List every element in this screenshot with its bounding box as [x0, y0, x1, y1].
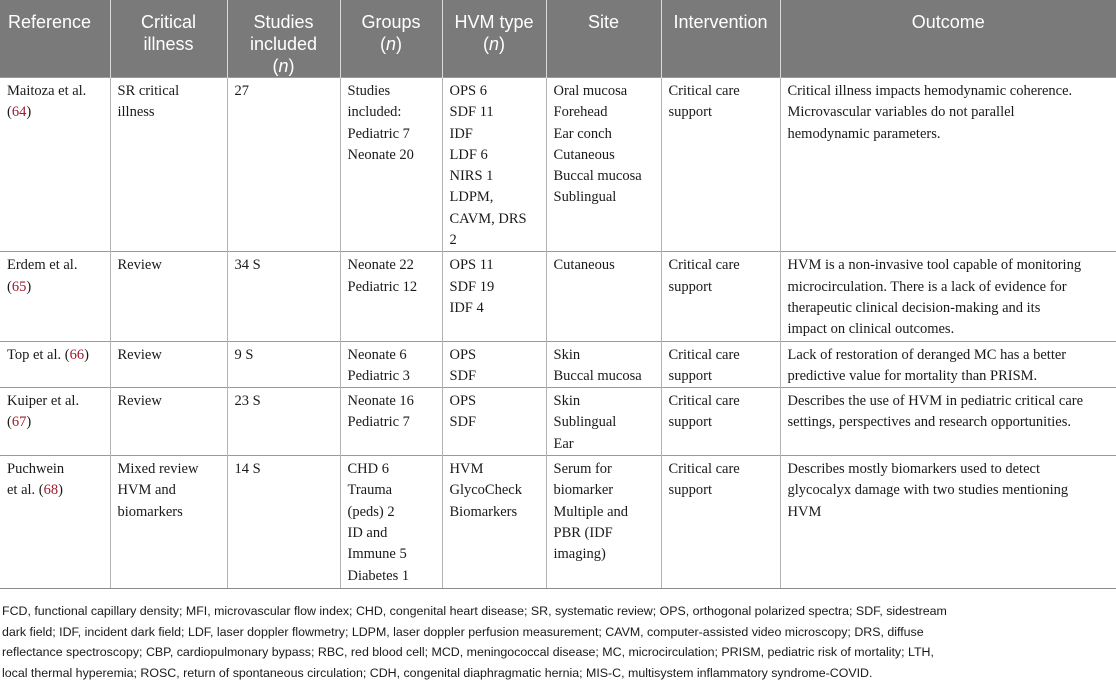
cell-critical-illness: Review — [110, 388, 227, 456]
cell-critical-illness: Review — [110, 341, 227, 388]
footnote-line: FCD, functional capillary density; MFI, microvascular flow index; CHD, congenital heart disease; SR, systematic review; OPS, orthogonal polarized spectra; SDF, sidestream — [2, 601, 1112, 622]
footnote-line: dark field; IDF, incident dark field; LDF, laser doppler flowmetry; LDPM, laser doppler perfusion measurement; CAVM, computer-assisted video microscopy; DRS, diffuse — [2, 622, 1112, 643]
table-footnote — [2, 601, 1112, 683]
table-row — [0, 252, 1116, 341]
cell-reference: Kuiper et al. (67) — [0, 388, 110, 456]
cell-site: Serum for biomarker Multiple and PBR (IDF imaging) — [546, 456, 661, 589]
table-row — [0, 456, 1116, 589]
header-outcome: Outcome — [780, 0, 1116, 78]
cell-studies: 14 S — [227, 456, 340, 589]
table-row — [0, 388, 1116, 456]
cell-intervention: Critical care support — [661, 388, 780, 456]
citation-link[interactable]: 67 — [12, 414, 27, 430]
cell-groups: Neonate 6 Pediatric 3 — [340, 341, 442, 388]
cell-critical-illness: Review — [110, 252, 227, 341]
cell-hvm-type: OPS 11 SDF 19 IDF 4 — [442, 252, 546, 341]
cell-critical-illness: Mixed review HVM and biomarkers — [110, 456, 227, 589]
cell-outcome: HVM is a non-invasive tool capable of monitoring microcirculation. There is a lack of evidence for therapeutic clinical decision-making and its impact on clinical outcomes. — [780, 252, 1116, 341]
cell-studies: 27 — [227, 78, 340, 252]
footnote-line: local thermal hyperemia; ROSC, return of spontaneous circulation; CDH, congenital diaphragmatic hernia; MIS-C, multisystem inflammatory syndrome-COVID. — [2, 663, 1112, 683]
cell-reference: Erdem et al. (65) — [0, 252, 110, 341]
citation-link[interactable]: 64 — [12, 104, 27, 120]
cell-outcome: Critical illness impacts hemodynamic coherence. Microvascular variables do not parallel hemodynamic parameters. — [780, 78, 1116, 252]
cell-hvm-type: HVM GlycoCheck Biomarkers — [442, 456, 546, 589]
cell-reference: Puchwein et al. (68) — [0, 456, 110, 589]
cell-groups: Studies included: Pediatric 7 Neonate 20 — [340, 78, 442, 252]
header-hvm-type: HVM type (n) — [442, 0, 546, 78]
cell-reference: Maitoza et al. (64) — [0, 78, 110, 252]
citation-link[interactable]: 65 — [12, 279, 27, 295]
cell-hvm-type: OPS 6 SDF 11 IDF LDF 6 NIRS 1 LDPM, CAVM, DRS 2 — [442, 78, 546, 252]
cell-groups: Neonate 16 Pediatric 7 — [340, 388, 442, 456]
table-row — [0, 78, 1116, 252]
cell-intervention: Critical care support — [661, 252, 780, 341]
cell-hvm-type: OPS SDF — [442, 341, 546, 388]
header-critical-illness: Critical illness — [110, 0, 227, 78]
cell-outcome: Describes mostly biomarkers used to detect glycocalyx damage with two studies mentioning HVM — [780, 456, 1116, 589]
cell-site: Oral mucosa Forehead Ear conch Cutaneous Buccal mucosa Sublingual — [546, 78, 661, 252]
cell-intervention: Critical care support — [661, 78, 780, 252]
header-reference: Reference — [0, 0, 110, 78]
cell-site: Skin Buccal mucosa — [546, 341, 661, 388]
cell-groups: CHD 6 Trauma (peds) 2 ID and Immune 5 Diabetes 1 — [340, 456, 442, 589]
table-row — [0, 341, 1116, 388]
cell-studies: 23 S — [227, 388, 340, 456]
cell-hvm-type: OPS SDF — [442, 388, 546, 456]
cell-studies: 9 S — [227, 341, 340, 388]
header-studies-included: Studies included (n) — [227, 0, 340, 78]
header-intervention: Intervention — [661, 0, 780, 78]
cell-groups: Neonate 22 Pediatric 12 — [340, 252, 442, 341]
header-groups: Groups (n) — [340, 0, 442, 78]
cell-intervention: Critical care support — [661, 341, 780, 388]
header-site: Site — [546, 0, 661, 78]
citation-link[interactable]: 66 — [70, 347, 85, 363]
table-header-row — [0, 0, 1116, 78]
citation-link[interactable]: 68 — [44, 482, 59, 498]
cell-critical-illness: SR critical illness — [110, 78, 227, 252]
cell-site: Skin Sublingual Ear — [546, 388, 661, 456]
cell-intervention: Critical care support — [661, 456, 780, 589]
cell-outcome: Describes the use of HVM in pediatric critical care settings, perspectives and research opportunities. — [780, 388, 1116, 456]
cell-outcome: Lack of restoration of deranged MC has a better predictive value for mortality than PRISM. — [780, 341, 1116, 388]
cell-site: Cutaneous — [546, 252, 661, 341]
footnote-line: reflectance spectroscopy; CBP, cardiopulmonary bypass; RBC, red blood cell; MCD, meningococcal disease; MC, microcirculation; PRISM, pediatric risk of mortality; LTH, — [2, 642, 1112, 663]
cell-reference: Top et al. (66) — [0, 341, 110, 388]
cell-studies: 34 S — [227, 252, 340, 341]
